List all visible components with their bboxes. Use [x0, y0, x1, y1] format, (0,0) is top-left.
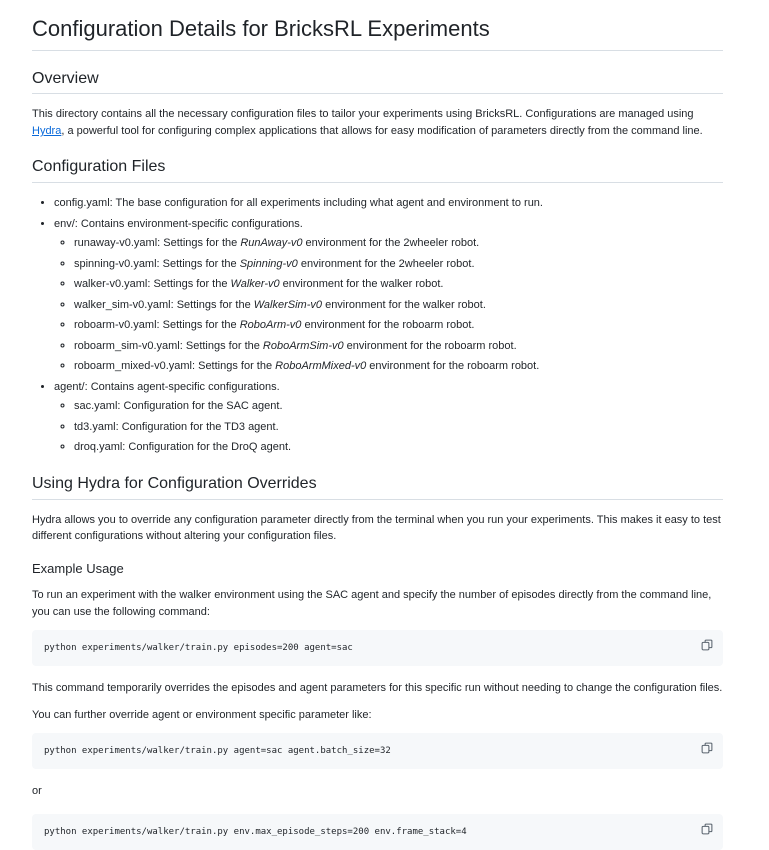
list-item: ◦ spinning-v0.yaml: Settings for the Spinning-v0 environment for the 2wheeler robot.: [74, 256, 723, 273]
config-files-list: [32, 195, 723, 456]
code-text: python experiments/walker/train.py env.max_episode_steps=200 env.frame_stack=4: [44, 826, 467, 837]
copy-icon[interactable]: [701, 742, 713, 754]
code-text: python experiments/walker/train.py agent=sac agent.batch_size=32: [44, 746, 391, 757]
code-text: python experiments/walker/train.py episodes=200 agent=sac: [44, 643, 353, 654]
list-item: ◦ sac.yaml: Configuration for the SAC agent.: [74, 398, 723, 415]
copy-icon[interactable]: [701, 639, 713, 651]
agent-files-list: [54, 398, 723, 456]
list-item: ◦ walker-v0.yaml: Settings for the Walker-v0 environment for the walker robot.: [74, 276, 723, 293]
example-intro: To run an experiment with the walker environment using the SAC agent and specify the number of episodes directly from the command line, you can use the following command:: [32, 589, 712, 618]
file-name: config.yaml:: [54, 197, 113, 210]
code-block: [32, 733, 723, 769]
list-item: • agent/: Contains agent-specific configurations. ◦ sac.yaml: Configuration for the SAC agent. ◦ td3.yaml: Configuration for the TD3 agent. ◦ droq.yaml: Configuration for the DroQ agent.: [54, 379, 723, 456]
file-name: env/:: [54, 217, 78, 230]
page-title: Configuration Details for BricksRL Experiments: [32, 14, 723, 51]
after-code-text: This command temporarily overrides the episodes and agent parameters for this specific run without needing to change the configuration files.: [32, 682, 723, 695]
list-item: ◦ runaway-v0.yaml: Settings for the RunAway-v0 environment for the 2wheeler robot.: [74, 235, 723, 252]
or-text: or: [32, 785, 42, 798]
env-files-list: [54, 235, 723, 375]
list-item: ◦ roboarm_sim-v0.yaml: Settings for the RoboArmSim-v0 environment for the roboarm robot.: [74, 338, 723, 355]
list-item: ◦ td3.yaml: Configuration for the TD3 agent.: [74, 419, 723, 436]
hydra-link[interactable]: Hydra: [32, 124, 62, 137]
list-item: ◦ roboarm-v0.yaml: Settings for the RoboArm-v0 environment for the roboarm robot.: [74, 317, 723, 334]
list-item: ◦ droq.yaml: Configuration for the DroQ agent.: [74, 439, 723, 456]
overview-heading: Overview: [32, 69, 723, 95]
hydra-text: Hydra allows you to override any configuration parameter directly from the terminal when you run your experiments. This makes it easy to test different configurations without altering your configuration files.: [32, 513, 721, 543]
list-item: ◦ roboarm_mixed-v0.yaml: Settings for the RoboArmMixed-v0 environment for the roboarm robot.: [74, 358, 723, 375]
file-name: agent/:: [54, 380, 88, 393]
config-files-heading: Configuration Files: [32, 157, 723, 183]
hydra-heading: Using Hydra for Configuration Overrides: [32, 474, 723, 500]
further-text: You can further override agent or environment specific parameter like:: [32, 708, 372, 721]
copy-icon[interactable]: [701, 823, 713, 835]
example-heading: Example Usage: [32, 560, 124, 576]
overview-text: This directory contains all the necessary configuration files to tailor your experiments using BricksRL. Configurations are managed using Hydra, a powerful tool for configuring complex applications that allows for easy modification of parameters directly from the command line.: [32, 108, 703, 137]
code-block: [32, 814, 723, 850]
list-item: • env/: Contains environment-specific configurations. ◦ runaway-v0.yaml: Settings for the RunAway-v0 environment for the 2wheeler robot. ◦ spinning-v0.yaml: Settings for the Spinning-v0 environment for the 2wheeler robot. ◦ walker-v0.yaml: Settings for the Walker-v0 environment for the walker robot. ◦ walker_sim-v0.yaml: Settings for the WalkerSim-v0 environment for the walker robot. ◦ roboarm-v0.yaml: Settings for the RoboArm-v0 environment for the roboarm robot. ◦ roboarm_sim-v0.yaml: Settings for the RoboArmSim-v0 environment for the roboarm robot. ◦ roboarm_mixed-v0.yaml: Settings for the RoboArmMixed-v0 environment for the roboarm robot.: [54, 216, 723, 375]
code-block: [32, 630, 723, 666]
list-item: • config.yaml: The base configuration for all experiments including what agent and environment to run.: [54, 195, 723, 212]
list-item: ◦ walker_sim-v0.yaml: Settings for the WalkerSim-v0 environment for the walker robot.: [74, 297, 723, 314]
